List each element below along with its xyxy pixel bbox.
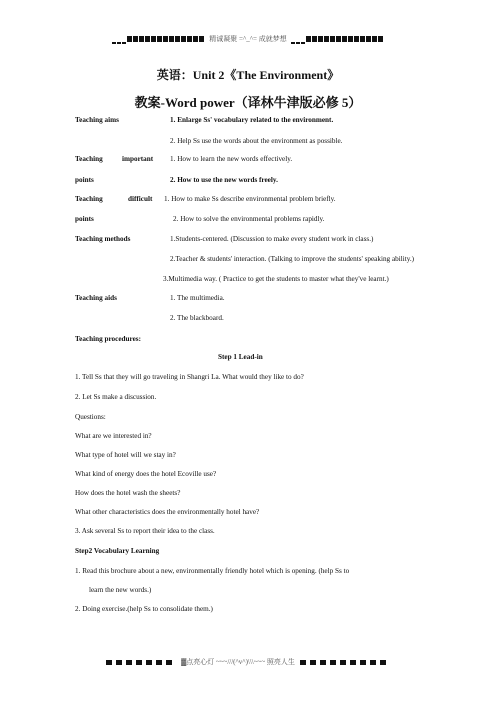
page-footer [0, 657, 496, 667]
aims-item-2: 2. Help Ss use the words about the environment as possible. [170, 137, 343, 145]
difficult-item-1: 1. How to make Ss describe environmental problem briefly. [164, 195, 336, 203]
methods-item-3: 3.Multimedia way. ( Practice to get the students to master what they've learnt.) [163, 275, 389, 283]
procedure-line: 2. Let Ss make a discussion. [75, 393, 157, 401]
footer-text: ▓点亮心灯 ~~~///(^v^)\\\~~~ 照亮人生 [181, 658, 295, 666]
difficult-label-c: points [75, 215, 94, 223]
methods-item-1: 1.Students-centered. (Discussion to make every student work in class.) [170, 235, 374, 243]
step2-item-2: 2. Doing exercise.(help Ss to consolidate them.) [75, 605, 213, 613]
procedure-line: 3. Ask several Ss to report their idea to the class. [75, 527, 215, 535]
difficult-label-a: Teaching [75, 195, 103, 203]
procedure-line: 1. Tell Ss that they will go traveling in Shangri La. What would they like to do? [75, 373, 304, 381]
aims-label: Teaching aims [75, 116, 119, 124]
important-item-2: 2. How to use the new words freely. [170, 176, 278, 184]
page-header [0, 34, 496, 44]
procedure-line: What type of hotel will we stay in? [75, 451, 176, 459]
procedure-line: How does the hotel wash the sheets? [75, 489, 181, 497]
procedure-line: What kind of energy does the hotel Ecoville use? [75, 470, 217, 478]
footer-left-decoration [106, 659, 176, 665]
methods-label: Teaching methods [75, 235, 131, 243]
procedure-line: What are we interested in? [75, 432, 152, 440]
procedures-label: Teaching procedures: [75, 335, 141, 343]
header-text: 精诚凝聚 =^_^= 成就梦想 [209, 35, 287, 43]
footer-right-decoration [300, 659, 390, 665]
methods-item-2: 2.Teacher & students' interaction. (Talking to improve the students' speaking ability.) [170, 255, 415, 263]
step1-title: Step 1 Lead-in [218, 353, 263, 361]
document-subtitle: 教案-Word power（译林牛津版必修 5） [134, 95, 362, 110]
header-left-decoration [112, 36, 205, 42]
important-label-a: Teaching [75, 155, 103, 163]
step2-item-1: 1. Read this brochure about a new, environmentally friendly hotel which is opening. (help Ss to [75, 567, 350, 575]
aims-item-1: 1. Enlarge Ss' vocabulary related to the environment. [170, 116, 334, 124]
procedure-line: Questions: [75, 413, 106, 421]
important-item-1: 1. How to learn the new words effectively. [170, 155, 293, 163]
step2-item-1-cont: learn the new words.) [89, 586, 152, 594]
document-title: 英语：Unit 2《The Environment》 [156, 68, 340, 82]
important-label-c: points [75, 176, 94, 184]
procedure-line: What other characteristics does the environmentally hotel have? [75, 508, 260, 516]
aids-item-2: 2. The blackboard. [170, 314, 224, 322]
step2-title: Step2 Vocabulary Learning [75, 547, 160, 555]
important-label-b: important [122, 155, 154, 163]
aids-label: Teaching aids [75, 294, 117, 302]
header-right-decoration [291, 36, 384, 42]
difficult-label-b: difficult [128, 195, 153, 203]
aids-item-1: 1. The multimedia. [170, 294, 225, 302]
difficult-item-2: 2. How to solve the environmental problems rapidly. [173, 215, 325, 223]
